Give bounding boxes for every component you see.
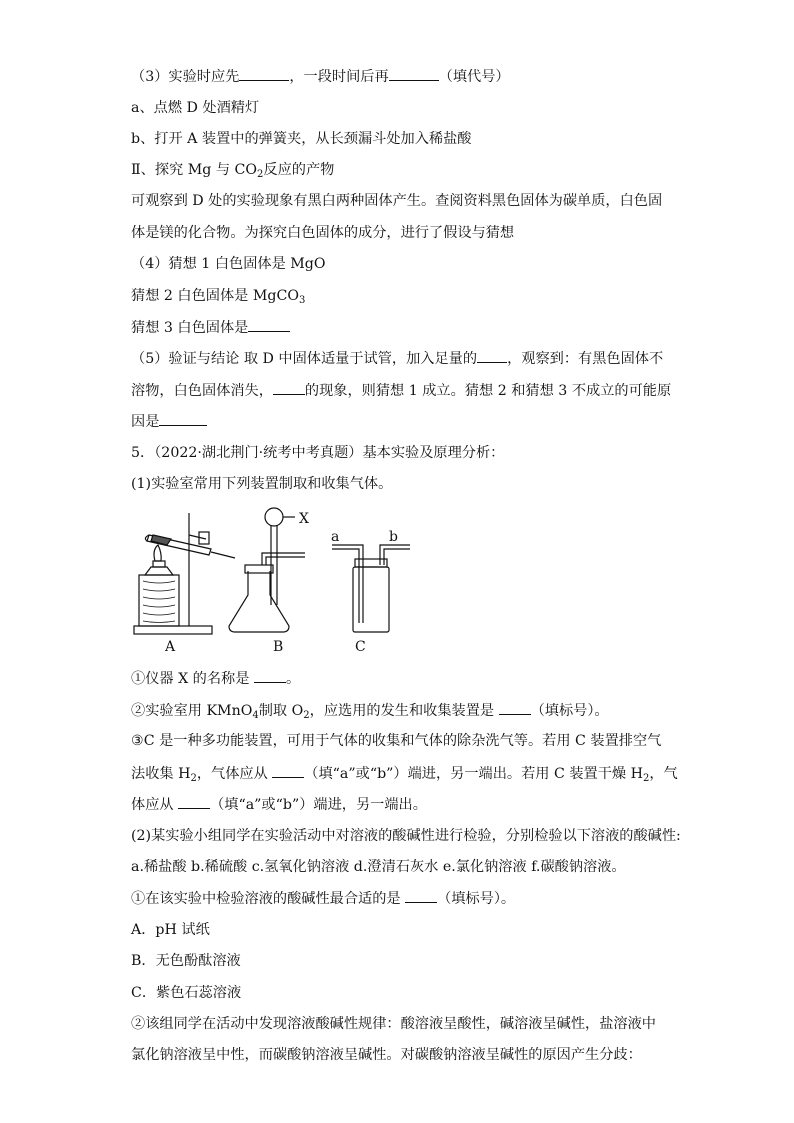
answer-blank[interactable] — [389, 66, 439, 81]
apparatus-figure — [131, 505, 411, 660]
item-j1 — [131, 888, 515, 909]
item-text: （填“a”或“b”）端进，另一端出。若用 C 装置干燥 H — [304, 766, 643, 782]
subscript: 2 — [190, 773, 197, 784]
answer-blank[interactable] — [178, 794, 210, 809]
label-x: X — [299, 511, 309, 527]
guess-text: 猜想 3 白色固体是 — [131, 320, 249, 336]
q3-text-a: （3）实验时应先 — [131, 69, 240, 85]
stand-base — [134, 626, 212, 634]
item-text: 制取 O — [258, 703, 304, 719]
item-j2: ②该组同学在活动中发现溶液酸碱性规律：酸溶液呈酸性，碱溶液呈碱性，盐溶液中 — [131, 1016, 656, 1032]
question-5-part — [131, 380, 671, 401]
tube-a — [332, 545, 363, 623]
item-text: ，应选用的发生和收集装置是 — [309, 703, 495, 719]
paragraph-line: 可观察到 D 处的实验现象有黑白两种固体产生。查阅资料黑色固体为碳单质，白色固 — [131, 193, 663, 209]
question-3 — [131, 66, 510, 87]
subscript: 2 — [303, 710, 310, 721]
q5-text: 溶物，白色固体消失， — [131, 383, 273, 399]
guess-2 — [131, 286, 305, 311]
label-apparatus-b: B — [273, 639, 284, 655]
item-2 — [131, 700, 609, 726]
item-text: （填“a”或“b”）端进，另一端出。 — [210, 797, 427, 813]
question-5-part — [131, 348, 663, 369]
subscript: 4 — [252, 710, 259, 721]
item-text: ①在该实验中检验溶液的酸碱性最合适的是 — [131, 891, 401, 907]
item-text: 。 — [285, 671, 301, 687]
item-3-cont — [131, 794, 427, 815]
conical-flask — [229, 571, 289, 632]
answer-blank[interactable] — [254, 668, 286, 683]
item-text: （填标号）。 — [437, 891, 516, 907]
item-text: ②实验室用 KMnO — [131, 703, 253, 719]
subscript: 3 — [298, 295, 306, 306]
choice-c: C．紫色石蕊溶液 — [131, 985, 242, 1001]
apparatus-drawing — [131, 505, 411, 660]
item-text: （填标号）。 — [530, 703, 609, 719]
q5-text: 的现象，则猜想 1 成立。猜想 2 和猜想 3 不成立的可能原 — [304, 383, 672, 399]
answer-blank[interactable] — [248, 317, 290, 332]
answer-blank[interactable] — [477, 348, 507, 363]
paragraph-line: 体是镁的化合物。为探究白色固体的成分，进行了假设与猜想 — [131, 225, 515, 241]
item-3-cont — [131, 763, 678, 789]
item-1 — [131, 668, 300, 689]
section-2-heading — [131, 160, 334, 185]
answer-blank[interactable] — [499, 700, 531, 715]
heading-text: 反应的产物 — [263, 162, 335, 178]
q3-text-b: ，一段时间后再 — [289, 69, 389, 85]
guess-text: 猜想 2 白色固体是 MgCO — [131, 288, 299, 304]
subquestion-1: (1)实验室常用下列装置制取和收集气体。 — [131, 476, 393, 492]
subscript: 2 — [642, 773, 650, 784]
label-apparatus-a: A — [165, 639, 176, 655]
answer-blank[interactable] — [239, 66, 289, 81]
item-3: ③C 是一种多功能装置，可用于气体的收集和气体的除杂洗气等。若用 C 装置排空气 — [131, 733, 662, 749]
answer-blank[interactable] — [273, 380, 305, 395]
subquestion-2: (2)某实验小组同学在实验活动中对溶液的酸碱性进行检验，分别检验以下溶液的酸碱性: — [131, 828, 681, 844]
guess-1: （4）猜想 1 白色固体是 MgO — [131, 256, 326, 272]
solution-list: a.稀盐酸 b.稀硫酸 c.氢氧化钠溶液 d.澄清石灰水 e.氯化钠溶液 f.碳酸钠溶液。 — [131, 859, 626, 875]
option-a: a、点燃 D 处酒精灯 — [131, 100, 260, 116]
q3-text-c: （填代号） — [438, 69, 510, 85]
question-5-part — [131, 411, 207, 432]
answer-blank[interactable] — [405, 888, 437, 903]
option-b: b、打开 A 装置中的弹簧夹，从长颈漏斗处加入稀盐酸 — [131, 131, 472, 147]
item-text: ，气体应从 — [196, 766, 268, 782]
item-text: ，气 — [649, 766, 678, 782]
subscript: 2 — [257, 169, 264, 180]
heading-text: Ⅱ、探究 Mg 与 CO — [131, 162, 258, 178]
item-text: ①仪器 X 的名称是 — [131, 671, 250, 687]
item-text: 法收集 H — [131, 766, 191, 782]
item-text: 体应从 — [131, 797, 174, 813]
label-a: a — [331, 529, 340, 545]
funnel-bulb — [265, 508, 283, 526]
item-j2-cont: 氯化钠溶液呈中性，而碳酸钠溶液呈碱性。对碳酸钠溶液呈碱性的原因产生分歧： — [131, 1047, 642, 1063]
q5-text: ，观察到：有黑色固体不 — [507, 351, 664, 367]
q5-text: （5）验证与结论 取 D 中固体适量于试管，加入足量的 — [131, 351, 478, 367]
question-title: 5．（2022·湖北荆门·统考中考真题）基本实验及原理分析： — [131, 445, 505, 461]
choice-b: B．无色酚酞溶液 — [131, 953, 241, 969]
q5-text: 因是 — [131, 414, 160, 430]
label-b: b — [389, 529, 398, 545]
label-apparatus-c: C — [355, 639, 366, 655]
answer-blank[interactable] — [159, 411, 207, 426]
guess-3 — [131, 317, 290, 338]
answer-blank[interactable] — [272, 763, 304, 778]
choice-a: A．pH 试纸 — [131, 922, 210, 938]
